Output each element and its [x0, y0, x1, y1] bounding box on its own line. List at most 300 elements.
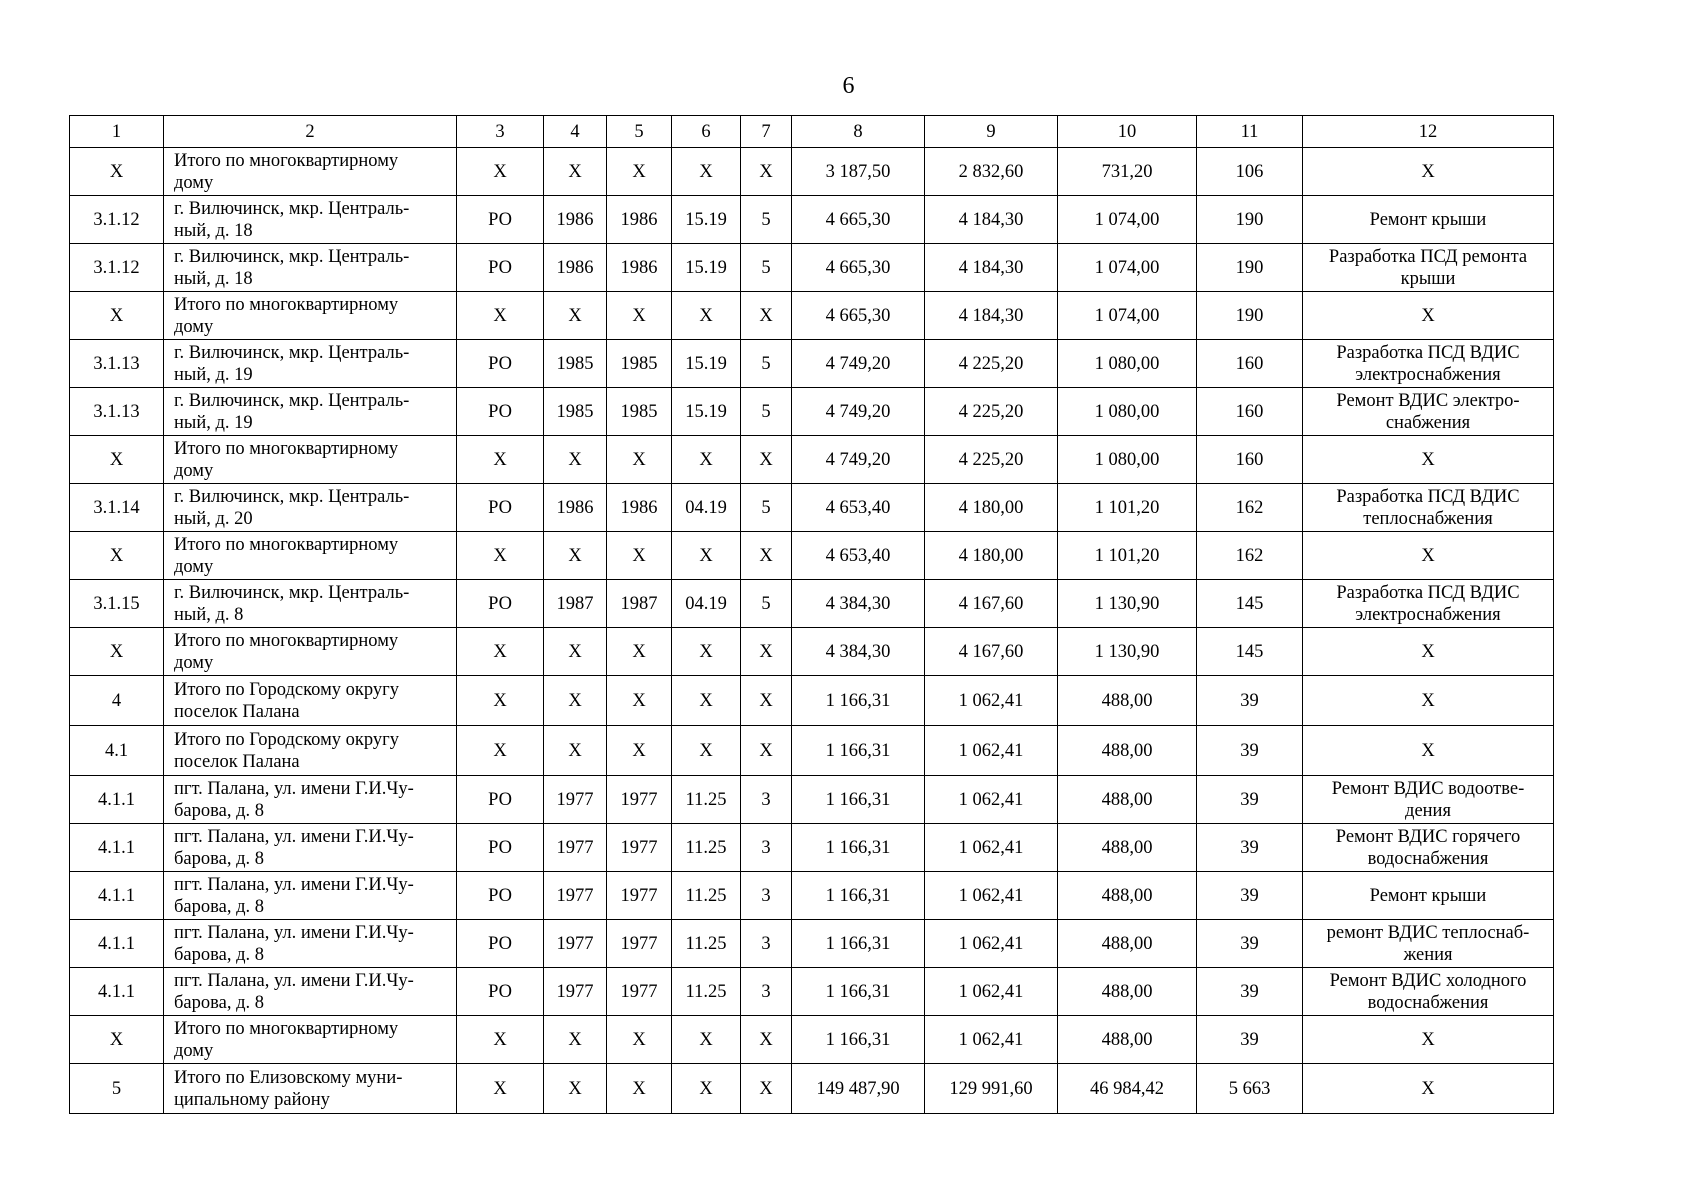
year-built-cell: 1977	[544, 776, 607, 824]
cell-line: Ремонт ВДИС электро-	[1336, 390, 1520, 411]
total-area-cell: 4 653,40	[792, 532, 925, 580]
cell-line: Итого по многоквартирному	[174, 438, 399, 459]
common-area-cell: 488,00	[1058, 920, 1197, 968]
cell-line: г. Вилючинск, мкр. Централь-	[174, 198, 410, 219]
address-cell	[164, 726, 457, 776]
cell-line: Итого по многоквартирному	[174, 630, 399, 651]
column-header: 3	[457, 116, 544, 148]
work-type-cell	[1303, 776, 1554, 824]
cell-line: Разработка ПСД ремонта	[1328, 246, 1528, 267]
column-header: 6	[672, 116, 741, 148]
floors-cell: 5	[741, 340, 792, 388]
residential-area-cell: 1 062,41	[925, 824, 1058, 872]
item-number-cell: 3.1.12	[70, 244, 164, 292]
column-header: 12	[1303, 116, 1554, 148]
cell-line: дому	[174, 460, 214, 481]
wall-material-cell: X	[672, 676, 741, 726]
cell-line: Итого по Елизовскому муни-	[174, 1067, 403, 1088]
year-built-cell: X	[544, 1016, 607, 1064]
cell-line: барова, д. 8	[174, 944, 264, 965]
work-type-cell	[1303, 920, 1554, 968]
residential-area-cell: 4 225,20	[925, 388, 1058, 436]
residential-area-cell: 1 062,41	[925, 920, 1058, 968]
work-type-cell	[1303, 1064, 1554, 1114]
table-row	[70, 968, 1554, 1016]
common-area-cell: 488,00	[1058, 824, 1197, 872]
item-number-cell: 3.1.12	[70, 196, 164, 244]
residents-cell: 106	[1197, 148, 1303, 196]
cell-line: X	[1421, 1029, 1435, 1050]
floors-cell: 3	[741, 968, 792, 1016]
residents-cell: 160	[1197, 436, 1303, 484]
table-body	[70, 116, 1554, 1114]
year-commissioned-cell: 1977	[607, 968, 672, 1016]
floors-cell: X	[741, 726, 792, 776]
common-area-cell: 488,00	[1058, 726, 1197, 776]
wall-material-cell: 11.25	[672, 968, 741, 1016]
total-area-cell: 1 166,31	[792, 776, 925, 824]
wall-material-cell: 11.25	[672, 776, 741, 824]
common-area-cell: 1 101,20	[1058, 532, 1197, 580]
year-built-cell: X	[544, 628, 607, 676]
cell-line: водоснабжения	[1367, 992, 1489, 1013]
address-cell	[164, 580, 457, 628]
column-header: 7	[741, 116, 792, 148]
work-type-cell	[1303, 244, 1554, 292]
table-row	[70, 1064, 1554, 1114]
cell-line: дому	[174, 556, 214, 577]
method-cell: X	[457, 676, 544, 726]
column-header: 11	[1197, 116, 1303, 148]
method-cell: X	[457, 1016, 544, 1064]
address-cell	[164, 388, 457, 436]
work-type-cell	[1303, 196, 1554, 244]
address-cell	[164, 968, 457, 1016]
total-area-cell: 3 187,50	[792, 148, 925, 196]
common-area-cell: 1 101,20	[1058, 484, 1197, 532]
cell-line: поселок Палана	[174, 751, 300, 772]
method-cell: РО	[457, 196, 544, 244]
cell-line: X	[1421, 641, 1435, 662]
year-built-cell: 1986	[544, 196, 607, 244]
cell-line: Итого по Городскому округу	[174, 729, 399, 750]
residential-area-cell: 1 062,41	[925, 1016, 1058, 1064]
cell-line: X	[1421, 690, 1435, 711]
year-built-cell: X	[544, 148, 607, 196]
table-row	[70, 1016, 1554, 1064]
cell-line: дому	[174, 172, 214, 193]
wall-material-cell: 15.19	[672, 196, 741, 244]
wall-material-cell: 11.25	[672, 824, 741, 872]
residential-area-cell: 1 062,41	[925, 968, 1058, 1016]
total-area-cell: 1 166,31	[792, 676, 925, 726]
common-area-cell: 1 074,00	[1058, 196, 1197, 244]
table-row	[70, 872, 1554, 920]
address-cell	[164, 1016, 457, 1064]
address-cell	[164, 1064, 457, 1114]
table-row	[70, 340, 1554, 388]
cell-line: Ремонт ВДИС холодного	[1329, 970, 1527, 991]
residents-cell: 39	[1197, 824, 1303, 872]
table-row	[70, 920, 1554, 968]
address-cell	[164, 196, 457, 244]
residents-cell: 39	[1197, 676, 1303, 726]
method-cell: X	[457, 1064, 544, 1114]
residential-area-cell: 4 167,60	[925, 580, 1058, 628]
wall-material-cell: X	[672, 436, 741, 484]
cell-line: жения	[1403, 944, 1453, 965]
table-row	[70, 726, 1554, 776]
table-row	[70, 244, 1554, 292]
wall-material-cell: X	[672, 726, 741, 776]
item-number-cell: 3.1.13	[70, 340, 164, 388]
item-number-cell: 3.1.14	[70, 484, 164, 532]
table-row	[70, 580, 1554, 628]
cell-line: снабжения	[1385, 412, 1471, 433]
year-built-cell: 1986	[544, 484, 607, 532]
floors-cell: 3	[741, 872, 792, 920]
cell-line: г. Вилючинск, мкр. Централь-	[174, 390, 410, 411]
cell-line: ный, д. 19	[174, 412, 253, 433]
residential-area-cell: 4 225,20	[925, 340, 1058, 388]
total-area-cell: 4 749,20	[792, 340, 925, 388]
work-type-cell	[1303, 148, 1554, 196]
cell-line: X	[1421, 449, 1435, 470]
cell-line: X	[1421, 305, 1435, 326]
year-built-cell: 1985	[544, 340, 607, 388]
cell-line: г. Вилючинск, мкр. Централь-	[174, 246, 410, 267]
address-cell	[164, 292, 457, 340]
table-row	[70, 292, 1554, 340]
cell-line: пгт. Палана, ул. имени Г.И.Чу-	[174, 922, 414, 943]
year-built-cell: 1977	[544, 824, 607, 872]
table-row	[70, 532, 1554, 580]
total-area-cell: 4 749,20	[792, 436, 925, 484]
floors-cell: 5	[741, 244, 792, 292]
method-cell: X	[457, 532, 544, 580]
residents-cell: 160	[1197, 388, 1303, 436]
work-type-cell	[1303, 1016, 1554, 1064]
method-cell: X	[457, 726, 544, 776]
work-type-cell	[1303, 968, 1554, 1016]
year-commissioned-cell: X	[607, 726, 672, 776]
address-cell	[164, 872, 457, 920]
method-cell: РО	[457, 824, 544, 872]
work-type-cell	[1303, 484, 1554, 532]
total-area-cell: 1 166,31	[792, 726, 925, 776]
common-area-cell: 1 080,00	[1058, 436, 1197, 484]
wall-material-cell: 15.19	[672, 244, 741, 292]
total-area-cell: 4 384,30	[792, 580, 925, 628]
residents-cell: 5 663	[1197, 1064, 1303, 1114]
item-number-cell: X	[70, 628, 164, 676]
total-area-cell: 4 384,30	[792, 628, 925, 676]
year-built-cell: X	[544, 726, 607, 776]
page-number: 6	[842, 73, 855, 99]
residents-cell: 39	[1197, 968, 1303, 1016]
year-commissioned-cell: X	[607, 1064, 672, 1114]
total-area-cell: 4 665,30	[792, 244, 925, 292]
table-row	[70, 484, 1554, 532]
address-cell	[164, 148, 457, 196]
item-number-cell: 4.1.1	[70, 872, 164, 920]
work-type-cell	[1303, 532, 1554, 580]
residential-area-cell: 1 062,41	[925, 726, 1058, 776]
work-type-cell	[1303, 292, 1554, 340]
year-commissioned-cell: 1977	[607, 872, 672, 920]
year-commissioned-cell: X	[607, 1016, 672, 1064]
total-area-cell: 1 166,31	[792, 1016, 925, 1064]
residents-cell: 39	[1197, 776, 1303, 824]
cell-line: ный, д. 8	[174, 604, 244, 625]
method-cell: РО	[457, 776, 544, 824]
cell-line: Итого по многоквартирному	[174, 1018, 399, 1039]
common-area-cell: 46 984,42	[1058, 1064, 1197, 1114]
cell-line: дому	[174, 652, 214, 673]
residential-area-cell: 4 225,20	[925, 436, 1058, 484]
cell-line: Ремонт крыши	[1369, 885, 1487, 906]
year-commissioned-cell: 1986	[607, 484, 672, 532]
residents-cell: 39	[1197, 1016, 1303, 1064]
work-type-cell	[1303, 872, 1554, 920]
year-commissioned-cell: X	[607, 436, 672, 484]
year-commissioned-cell: 1985	[607, 388, 672, 436]
cell-line: барова, д. 8	[174, 992, 264, 1013]
residents-cell: 162	[1197, 532, 1303, 580]
address-cell	[164, 340, 457, 388]
cell-line: ципальному району	[174, 1089, 330, 1110]
residential-area-cell: 4 180,00	[925, 484, 1058, 532]
residents-cell: 160	[1197, 340, 1303, 388]
year-commissioned-cell: X	[607, 676, 672, 726]
year-commissioned-cell: 1986	[607, 244, 672, 292]
total-area-cell: 4 749,20	[792, 388, 925, 436]
cell-line: г. Вилючинск, мкр. Централь-	[174, 486, 410, 507]
method-cell: X	[457, 628, 544, 676]
cell-line: дения	[1405, 800, 1451, 821]
cell-line: электроснабжения	[1355, 364, 1501, 385]
floors-cell: 5	[741, 388, 792, 436]
cell-line: г. Вилючинск, мкр. Централь-	[174, 342, 410, 363]
year-commissioned-cell: 1986	[607, 196, 672, 244]
total-area-cell: 1 166,31	[792, 920, 925, 968]
cell-line: ный, д. 19	[174, 364, 253, 385]
year-built-cell: 1987	[544, 580, 607, 628]
wall-material-cell: X	[672, 1016, 741, 1064]
method-cell: РО	[457, 580, 544, 628]
common-area-cell: 488,00	[1058, 776, 1197, 824]
cell-line: электроснабжения	[1355, 604, 1501, 625]
wall-material-cell: X	[672, 292, 741, 340]
year-built-cell: 1977	[544, 968, 607, 1016]
floors-cell: X	[741, 532, 792, 580]
address-cell	[164, 628, 457, 676]
cell-line: дому	[174, 1040, 214, 1061]
residents-cell: 145	[1197, 580, 1303, 628]
table-row	[70, 676, 1554, 726]
residential-area-cell: 4 180,00	[925, 532, 1058, 580]
cell-line: пгт. Палана, ул. имени Г.И.Чу-	[174, 778, 414, 799]
cell-line: X	[1421, 1078, 1435, 1099]
floors-cell: 3	[741, 824, 792, 872]
residents-cell: 145	[1197, 628, 1303, 676]
residential-area-cell: 4 184,30	[925, 244, 1058, 292]
year-built-cell: X	[544, 676, 607, 726]
column-header: 8	[792, 116, 925, 148]
item-number-cell: 3.1.15	[70, 580, 164, 628]
year-built-cell: 1977	[544, 920, 607, 968]
residents-cell: 190	[1197, 292, 1303, 340]
item-number-cell: 4.1.1	[70, 968, 164, 1016]
common-area-cell: 1 074,00	[1058, 244, 1197, 292]
floors-cell: 5	[741, 484, 792, 532]
cell-line: ный, д. 18	[174, 268, 253, 289]
year-commissioned-cell: X	[607, 532, 672, 580]
common-area-cell: 731,20	[1058, 148, 1197, 196]
floors-cell: X	[741, 436, 792, 484]
item-number-cell: X	[70, 436, 164, 484]
year-commissioned-cell: X	[607, 628, 672, 676]
cell-line: Итого по многоквартирному	[174, 150, 399, 171]
item-number-cell: 4.1.1	[70, 824, 164, 872]
year-built-cell: 1977	[544, 872, 607, 920]
item-number-cell: 4.1.1	[70, 776, 164, 824]
year-built-cell: X	[544, 532, 607, 580]
residential-area-cell: 2 832,60	[925, 148, 1058, 196]
year-built-cell: 1986	[544, 244, 607, 292]
method-cell: РО	[457, 968, 544, 1016]
cell-line: пгт. Палана, ул. имени Г.И.Чу-	[174, 826, 414, 847]
address-cell	[164, 532, 457, 580]
item-number-cell: X	[70, 1016, 164, 1064]
common-area-cell: 488,00	[1058, 1016, 1197, 1064]
residents-cell: 39	[1197, 726, 1303, 776]
header-row	[70, 116, 1554, 148]
total-area-cell: 149 487,90	[792, 1064, 925, 1114]
address-cell	[164, 436, 457, 484]
year-built-cell: X	[544, 1064, 607, 1114]
address-cell	[164, 824, 457, 872]
residential-area-cell: 4 184,30	[925, 292, 1058, 340]
item-number-cell: 4	[70, 676, 164, 726]
cell-line: X	[1421, 545, 1435, 566]
table-row	[70, 196, 1554, 244]
cell-line: поселок Палана	[174, 701, 300, 722]
wall-material-cell: 11.25	[672, 920, 741, 968]
floors-cell: X	[741, 148, 792, 196]
work-type-cell	[1303, 340, 1554, 388]
common-area-cell: 1 074,00	[1058, 292, 1197, 340]
table-row	[70, 628, 1554, 676]
floors-cell: X	[741, 676, 792, 726]
residential-area-cell: 129 991,60	[925, 1064, 1058, 1114]
method-cell: РО	[457, 920, 544, 968]
work-type-cell	[1303, 824, 1554, 872]
residential-area-cell: 1 062,41	[925, 676, 1058, 726]
cell-line: ный, д. 18	[174, 220, 253, 241]
cell-line: водоснабжения	[1367, 848, 1489, 869]
year-commissioned-cell: 1977	[607, 920, 672, 968]
total-area-cell: 1 166,31	[792, 968, 925, 1016]
wall-material-cell: 04.19	[672, 484, 741, 532]
work-type-cell	[1303, 436, 1554, 484]
year-commissioned-cell: 1977	[607, 776, 672, 824]
item-number-cell: 4.1.1	[70, 920, 164, 968]
wall-material-cell: X	[672, 628, 741, 676]
method-cell: РО	[457, 872, 544, 920]
year-commissioned-cell: 1987	[607, 580, 672, 628]
cell-line: крыши	[1400, 268, 1456, 289]
cell-line: Итого по многоквартирному	[174, 534, 399, 555]
cell-line: Разработка ПСД ВДИС	[1336, 342, 1520, 363]
year-built-cell: X	[544, 292, 607, 340]
column-header: 4	[544, 116, 607, 148]
method-cell: X	[457, 148, 544, 196]
residents-cell: 190	[1197, 244, 1303, 292]
cell-line: барова, д. 8	[174, 896, 264, 917]
item-number-cell: X	[70, 148, 164, 196]
wall-material-cell: 11.25	[672, 872, 741, 920]
wall-material-cell: 04.19	[672, 580, 741, 628]
residential-area-cell: 4 167,60	[925, 628, 1058, 676]
year-commissioned-cell: X	[607, 148, 672, 196]
cell-line: дому	[174, 316, 214, 337]
address-cell	[164, 676, 457, 726]
residential-area-cell: 4 184,30	[925, 196, 1058, 244]
floors-cell: 3	[741, 776, 792, 824]
wall-material-cell: 15.19	[672, 388, 741, 436]
column-header: 2	[164, 116, 457, 148]
common-area-cell: 488,00	[1058, 872, 1197, 920]
residential-area-cell: 1 062,41	[925, 776, 1058, 824]
method-cell: РО	[457, 484, 544, 532]
floors-cell: X	[741, 1064, 792, 1114]
common-area-cell: 488,00	[1058, 968, 1197, 1016]
method-cell: РО	[457, 244, 544, 292]
cell-line: Ремонт ВДИС горячего	[1335, 826, 1521, 847]
common-area-cell: 488,00	[1058, 676, 1197, 726]
common-area-cell: 1 130,90	[1058, 580, 1197, 628]
cell-line: Итого по многоквартирному	[174, 294, 399, 315]
method-cell: X	[457, 436, 544, 484]
cell-line: Разработка ПСД ВДИС	[1336, 486, 1520, 507]
work-type-cell	[1303, 388, 1554, 436]
cell-line: X	[1421, 740, 1435, 761]
year-commissioned-cell: 1985	[607, 340, 672, 388]
address-cell	[164, 776, 457, 824]
cell-line: пгт. Палана, ул. имени Г.И.Чу-	[174, 970, 414, 991]
year-built-cell: X	[544, 436, 607, 484]
item-number-cell: X	[70, 292, 164, 340]
residents-cell: 190	[1197, 196, 1303, 244]
total-area-cell: 1 166,31	[792, 824, 925, 872]
item-number-cell: X	[70, 532, 164, 580]
total-area-cell: 4 665,30	[792, 196, 925, 244]
table-row	[70, 436, 1554, 484]
method-cell: X	[457, 292, 544, 340]
column-header: 10	[1058, 116, 1197, 148]
cell-line: пгт. Палана, ул. имени Г.И.Чу-	[174, 874, 414, 895]
cell-line: Итого по Городскому округу	[174, 679, 399, 700]
column-header: 9	[925, 116, 1058, 148]
cell-line: теплоснабжения	[1363, 508, 1493, 529]
method-cell: РО	[457, 388, 544, 436]
cell-line: барова, д. 8	[174, 800, 264, 821]
total-area-cell: 4 653,40	[792, 484, 925, 532]
work-type-cell	[1303, 676, 1554, 726]
wall-material-cell: X	[672, 532, 741, 580]
cell-line: Ремонт ВДИС водоотве-	[1331, 778, 1525, 799]
